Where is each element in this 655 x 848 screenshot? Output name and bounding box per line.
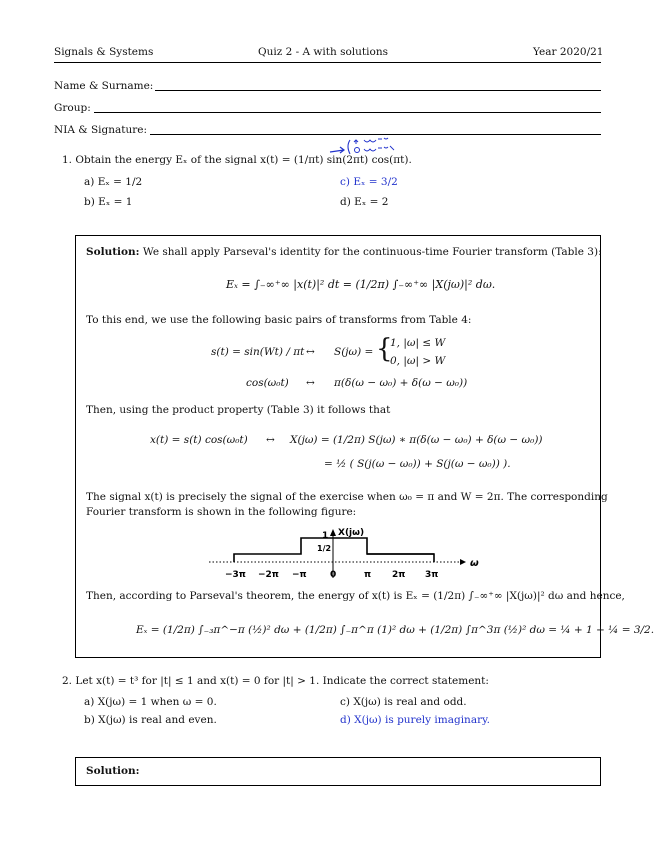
q2-option-b[interactable]: b) X(jω) is real and even. [84,714,217,726]
signal-text-1: The signal x(t) is precisely the signal of the exercise when ω₀ = π and W = 2π. The corresponding [86,491,608,503]
q1-option-b[interactable]: b) Eₓ = 1 [84,196,133,208]
tick-label: 3π [425,570,439,580]
val-half: 1/2 [317,544,332,553]
q1-option-c[interactable]: c) Eₓ = 3/2 [340,176,398,188]
to-end-text: To this end, we use the following basic pairs of transforms from Table 4: [86,314,472,326]
tick-label: −π [292,570,307,580]
tick-label: −3π [225,570,246,580]
tick-label: −2π [258,570,279,580]
nia-field-label: NIA & Signature: [54,124,147,136]
eq-product-arrow: ↔ [266,434,275,446]
pair2-arrow: ↔ [306,377,315,389]
name-field-line[interactable] [155,90,601,91]
pair1-left: s(t) = sin(Wt) / πt [211,346,305,358]
pair2-right: π(δ(ω − ω₀) + δ(ω − ω₀)) [334,377,468,389]
product-text: Then, using the product property (Table 3) it follows that [86,404,391,416]
group-field-line[interactable] [94,112,601,113]
pair1-right: S(jω) = [334,346,374,358]
q2-option-c[interactable]: c) X(jω) is real and odd. [340,696,467,708]
eq-product-right2: = ½ ( S(j(ω − ω₀)) + S(j(ω − ω₀)) ). [324,458,511,470]
group-field-label: Group: [54,102,91,114]
pair1-case1: 1, |ω| ≤ W [390,337,446,349]
spectrum-curve [234,538,434,562]
val-one: 1 [322,531,329,541]
q1-solution-label: Solution: [86,246,140,258]
tick-label: π [364,570,372,580]
parseval-text: Then, according to Parseval's theorem, the energy of x(t) is Eₓ = (1/2π) ∫₋∞⁺∞ |X(jω)|² dω and hence, [86,590,625,602]
header-course: Signals & Systems [54,46,154,58]
header-year: Year 2020/21 [533,46,604,58]
signal-text-2: Fourier transform is shown in the following figure: [86,506,357,518]
q1-solution-header [86,246,602,258]
spectrum-figure [204,526,484,582]
q2-solution-label: Solution: [86,765,140,777]
eq-product-left: x(t) = s(t) cos(ω₀t) [150,434,248,446]
q1-option-a[interactable]: a) Eₓ = 1/2 [84,176,143,188]
q2-option-a[interactable]: a) X(jω) = 1 when ω = 0. [84,696,217,708]
q1-question: 1. Obtain the energy Eₓ of the signal x(t) = (1/πt) sin(2πt) cos(πt). [62,154,412,166]
x-axis-label: ω [470,558,479,569]
tick-label: 2π [392,570,406,580]
amp-axis-arrow [330,529,336,536]
q1-solution-box [75,235,655,658]
eq-parseval: Eₓ = ∫₋∞⁺∞ |x(t)|² dt = (1/2π) ∫₋∞⁺∞ |X(jω)|² dω. [226,278,496,291]
y-axis-label: X(jω) [338,528,365,538]
tick-labels [225,570,438,580]
pair1-case2: 0, |ω| > W [390,355,446,367]
tick-label: 0 [330,570,337,580]
pair1-brace: { [376,334,393,364]
pair1-arrow: ↔ [306,346,315,358]
eq-product-right1: X(jω) = (1/2π) S(jω) ∗ π(δ(ω − ω₀) + δ(ω − ω₀)) [290,434,543,446]
q2-solution-box [75,757,601,786]
eq-final: Eₓ = (1/2π) ∫₋₃π^−π (½)² dω + (1/2π) ∫₋π^π (1)² dω + (1/2π) ∫π^3π (½)² dω = ¼ + 1 + ¼ = 3/2. [136,624,655,636]
header-rule [54,62,601,63]
q2-question: 2. Let x(t) = t³ for |t| ≤ 1 and x(t) = 0 for |t| > 1. Indicate the correct statement: [62,675,489,687]
q2-option-d[interactable]: d) X(jω) is purely imaginary. [340,714,490,726]
freq-axis-arrow [460,559,466,565]
header-title: Quiz 2 - A with solutions [258,46,388,58]
q1-solution-intro: We shall apply Parseval's identity for the continuous-time Fourier transform (Table 3): [142,246,602,258]
q1-option-d[interactable]: d) Eₓ = 2 [340,196,389,208]
pair2-left: cos(ω₀t) [246,377,289,389]
name-field-label: Name & Surname: [54,80,154,92]
